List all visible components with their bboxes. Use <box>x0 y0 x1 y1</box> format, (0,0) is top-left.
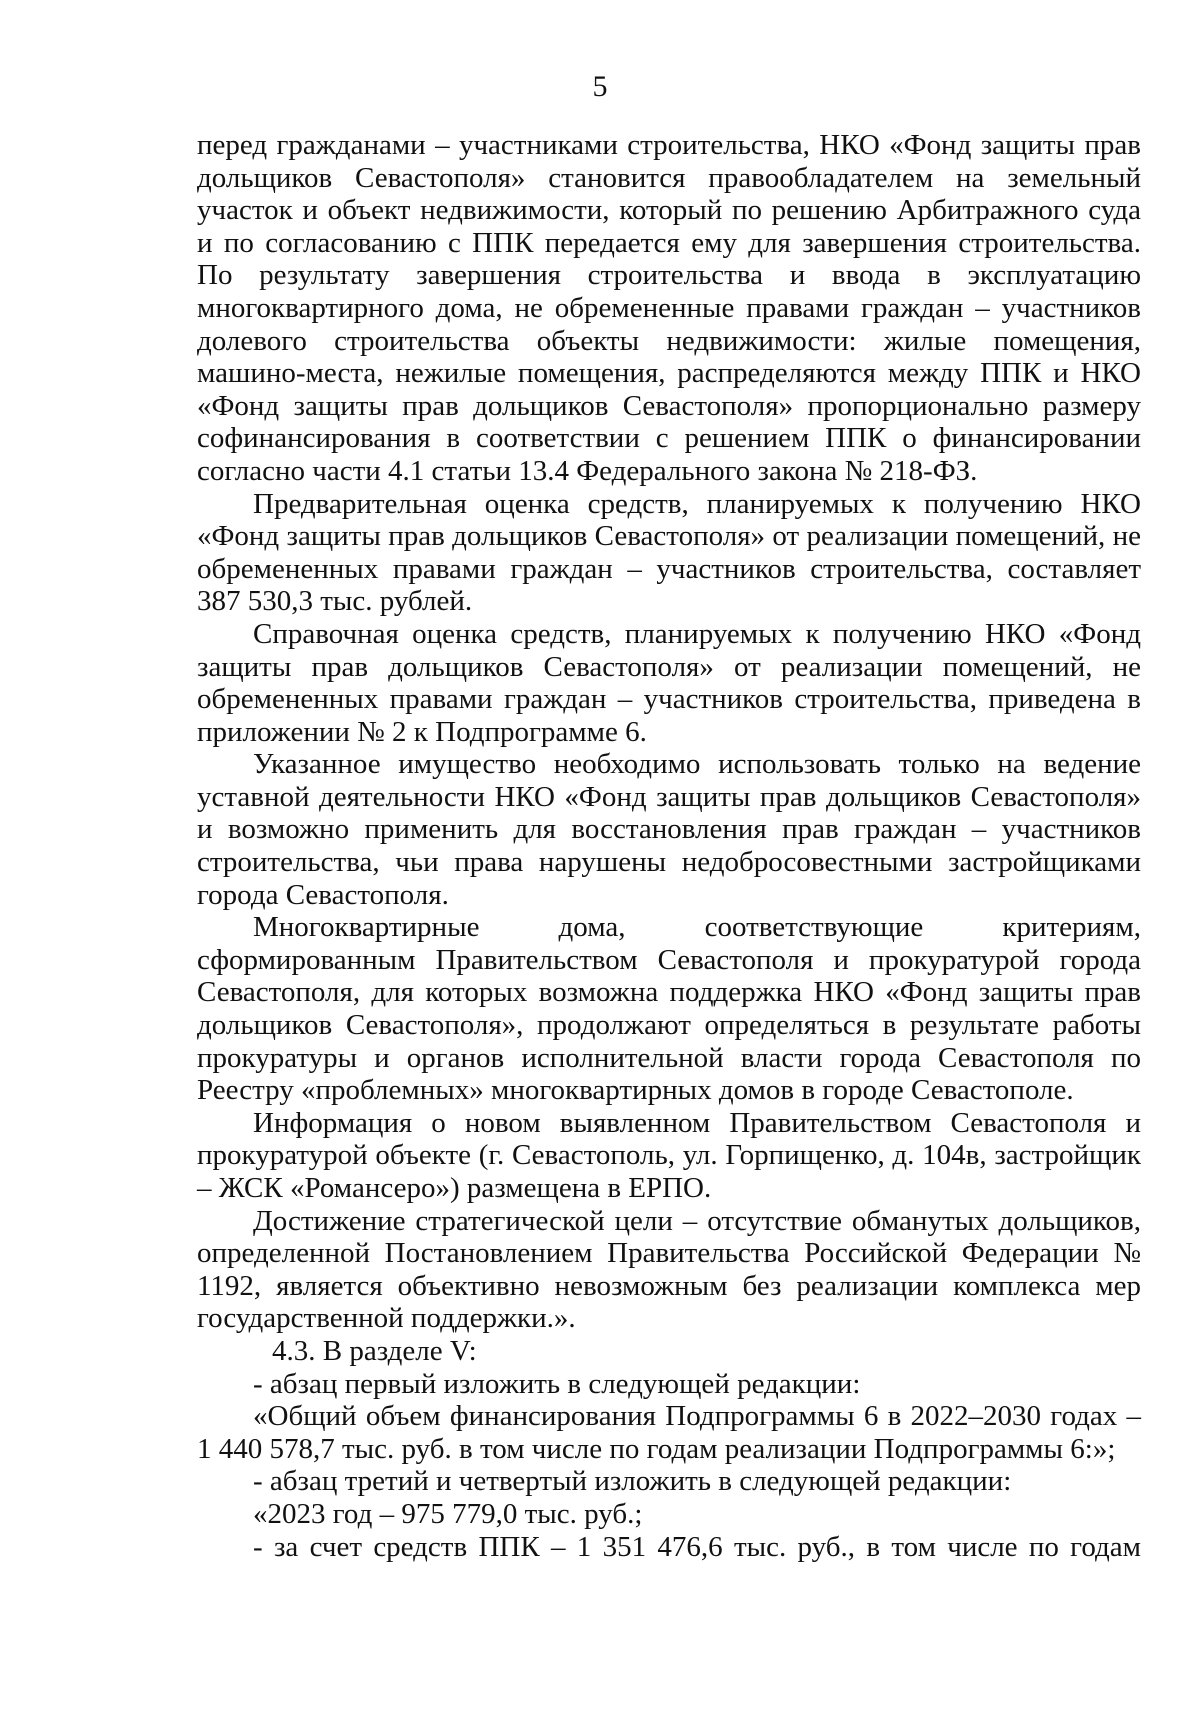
paragraph-property-use: Указанное имущество необходимо использовать только на ведение уставной деятельности НКО «Фонд защиты прав дольщиков Севастополя» и возможно применить для восстановления прав граждан – участников строительства, чьи права нарушены недобросовестными застройщиками города Севастополя. <box>197 748 1141 911</box>
list-item-third-fourth-paragraph: - абзац третий и четвертый изложить в следующей редакции: <box>253 1465 1012 1498</box>
list-item-first-paragraph: - абзац первый изложить в следующей редакции: <box>253 1367 861 1400</box>
paragraph-reference-estimate: Справочная оценка средств, планируемых к получению НКО «Фонд защиты прав дольщиков Севастополя» от реализации помещений, не обремененных правами граждан – участников строительства, приведена в приложении № 2 к Подпрограмме 6. <box>197 617 1141 748</box>
section-heading-4-3: 4.3. В разделе V: <box>272 1334 477 1367</box>
paragraph-total-funding: «Общий объем финансирования Подпрограммы 6 в 2022–2030 годах – 1 440 578,7 тыс. руб. в том числе по годам реализации Подпрограммы 6:»; <box>197 1400 1141 1465</box>
paragraph-new-object-info: Информация о новом выявленном Правительством Севастополя и прокуратурой объекте (г. Севастополь, ул. Горпищенко, д. 104в, застройщик – ЖСК «Романсеро») размещена в ЕРПО. <box>197 1106 1141 1204</box>
document-body <box>197 129 1141 1563</box>
paragraph-continuation: перед гражданами – участниками строительства, НКО «Фонд защиты прав дольщиков Севастополя» становится правообладателем на земельный участок и объект недвижимости, который по решению Арбитражного суда и по согласованию с ППК передается ему для завершения строительства. По результату завершения строительства и ввода в эксплуатацию многоквартирного дома, не обремененные правами граждан – участников долевого строительства объекты недвижимости: жилые помещения, машино-места, нежилые помещения, распределяются между ППК и НКО «Фонд защиты прав дольщиков Севастополя» пропорционально размеру софинансирования в соответствии с решением ППК о финансировании согласно части 4.1 статьи 13.4 Федерального закона № 218-ФЗ. <box>197 129 1141 487</box>
paragraph-preliminary-estimate: Предварительная оценка средств, планируемых к получению НКО «Фонд защиты прав дольщиков Севастополя» от реализации помещений, не обремененных правами граждан – участников строительства, составляет 387 530,3 тыс. рублей. <box>197 487 1141 618</box>
paragraph-apartment-buildings: Многоквартирные дома, соответствующие критериям, сформированным Правительством Севастополя и прокуратурой города Севастополя, для которых возможна поддержка НКО «Фонд защиты прав дольщиков Севастополя», продолжают определяться в результате работы прокуратуры и органов исполнительной власти города Севастополя по Реестру «проблемных» многоквартирных домов в городе Севастополе. <box>197 911 1141 1107</box>
page-number: 5 <box>592 70 608 103</box>
paragraph-ppk-funds: - за счет средств ППК – 1 351 476,6 тыс. руб., в том числе по годам <box>253 1530 1141 1563</box>
paragraph-strategic-goal: Достижение стратегической цели – отсутствие обманутых дольщиков, определенной Постановлением Правительства Российской Федерации № 1192, является объективно невозможным без реализации комплекса мер государственной поддержки.». <box>197 1204 1141 1335</box>
paragraph-year-2023: «2023 год – 975 779,0 тыс. руб.; <box>253 1497 643 1530</box>
